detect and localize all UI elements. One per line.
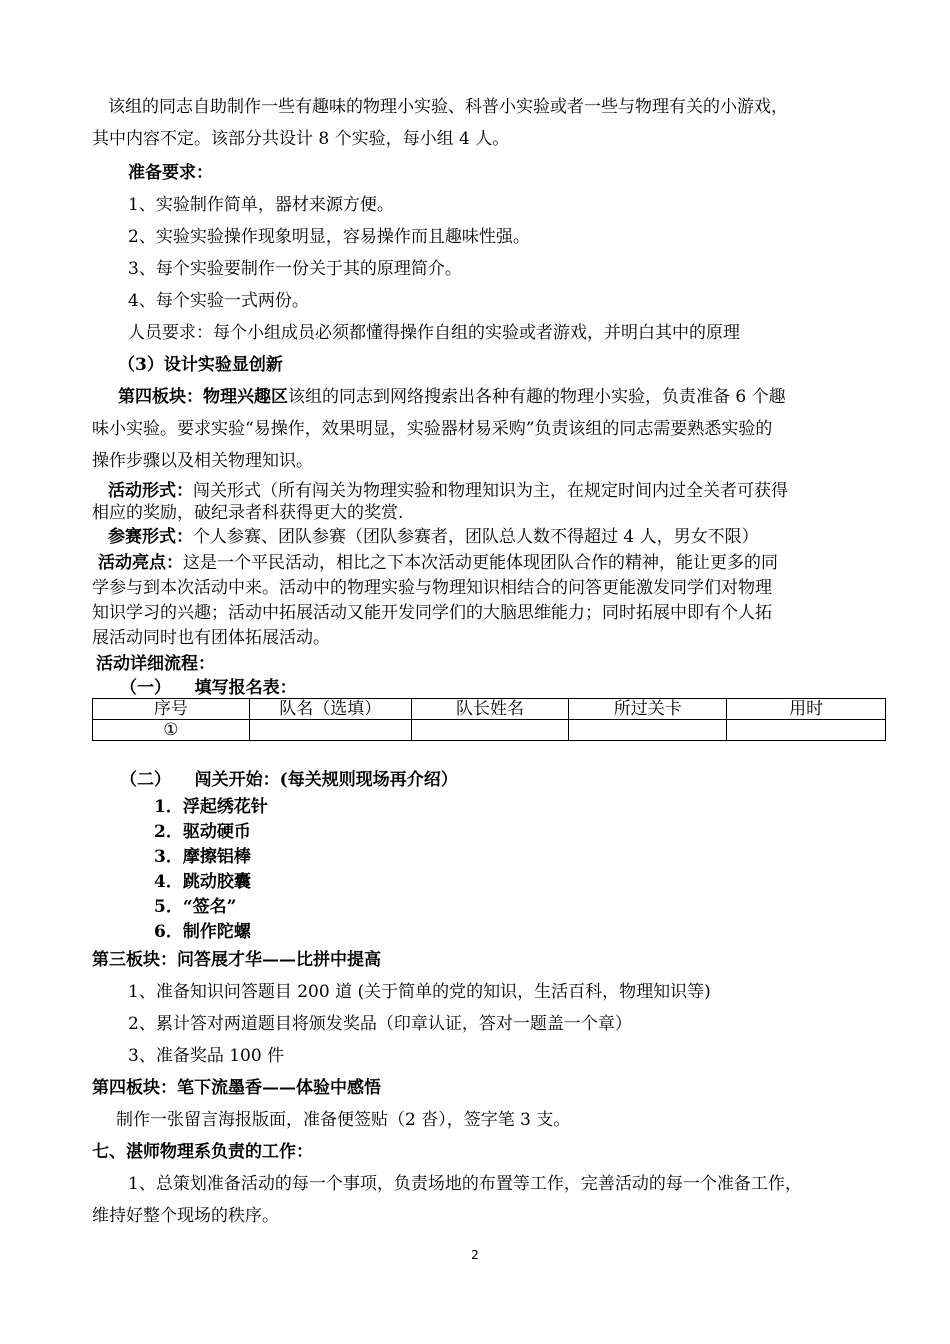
col-header-number: 序号 — [93, 699, 250, 720]
highlight-line-1 — [98, 553, 778, 573]
col-header-captain: 队长姓名 — [411, 699, 569, 720]
list-item: 4．跳动胶囊 — [154, 872, 251, 892]
intro-line-2: 其中内容不定。该部分共设计 8 个实验，每小组 4 人。 — [92, 129, 510, 149]
table-cell — [727, 720, 886, 741]
table-row — [93, 720, 886, 741]
section-7-heading: 七、湛师物理系负责的工作： — [92, 1142, 313, 1162]
section-7-line-1: 1、总策划准备活动的每一个事项，负责场地的布置等工作，完善活动的每一个准备工作， — [128, 1174, 802, 1194]
flow-step-1: （一） 填写报名表： — [120, 678, 297, 698]
col-header-team-name: 队名（选填） — [249, 699, 411, 720]
format-line-1 — [108, 481, 788, 501]
prep-item-2: 2、实验实验操作现象明显，容易操作而且趣味性强。 — [128, 227, 530, 247]
prep-heading: 准备要求： — [128, 163, 213, 183]
col-header-stages: 所过关卡 — [569, 699, 727, 720]
format-text-1: 闯关形式（所有闯关为物理实验和物理知识为主，在规定时间内过全关者可获得 — [193, 481, 788, 501]
block4-interest-text-1: 该组的同志到网络搜索出各种有趣的物理小实验，负责准备 6 个趣 — [288, 387, 786, 407]
block4-ink-text: 制作一张留言海报版面，准备便签贴（2 沓），签字笔 3 支。 — [116, 1110, 571, 1130]
block4-interest-line-2: 味小实验。要求实验“易操作，效果明显，实验器材易采购”负责该组的同志需要熟悉实验的 — [92, 419, 773, 439]
block3-heading: 第三板块：问答展才华——比拼中提高 — [92, 950, 381, 970]
highlight-line-3: 知识学习的兴趣；活动中拓展活动又能开发同学们的大脑思维能力；同时拓展中即有个人拓 — [92, 603, 772, 623]
table-cell — [569, 720, 727, 741]
table-cell — [411, 720, 569, 741]
flow-step-2: （二） 闯关开始：(每关规则现场再介绍） — [120, 770, 458, 790]
intro-line-1: 该组的同志自助制作一些有趣味的物理小实验、科普小实验或者一些与物理有关的小游戏， — [108, 97, 788, 117]
highlight-line-2: 学参与到本次活动中来。活动中的物理实验与物理知识相结合的问答更能激发同学们对物理 — [92, 578, 772, 598]
prep-item-4: 4、每个实验一式两份。 — [128, 291, 309, 311]
list-item: 2．驱动硬币 — [154, 822, 251, 842]
highlight-text-1: 这是一个平民活动，相比之下本次活动更能体现团队合作的精神，能让更多的同 — [183, 553, 778, 573]
format-line-2: 相应的奖励，破纪录者科获得更大的奖赏. — [92, 503, 404, 523]
list-item: 5．“签名” — [154, 897, 237, 917]
highlight-line-4: 展活动同时也有团体拓展活动。 — [92, 628, 330, 648]
block4-interest-line-3: 操作步骤以及相关物理知识。 — [92, 451, 313, 471]
format-label: 活动形式： — [108, 481, 193, 501]
block3-item-1: 1、准备知识问答题目 200 道 (关于简单的党的知识，生活百科，物理知识等) — [128, 982, 711, 1002]
block3-item-2: 2、累计答对两道题目将颁发奖品（印章认证，答对一题盖一个章） — [128, 1014, 632, 1034]
section-3-heading: （3）设计实验显创新 — [118, 355, 283, 375]
table-cell — [249, 720, 411, 741]
table-cell: ① — [93, 720, 250, 741]
table-header-row — [93, 699, 886, 720]
list-item: 3．摩擦铝棒 — [154, 847, 251, 867]
flow-heading: 活动详细流程： — [96, 654, 215, 674]
block4-interest-line-1 — [118, 387, 786, 407]
prep-item-1: 1、实验制作简单，器材来源方便。 — [128, 195, 394, 215]
participation-text: 个人参赛、团队参赛（团队参赛者，团队总人数不得超过 4 人，男女不限） — [193, 527, 759, 547]
participation-label: 参赛形式： — [108, 527, 193, 547]
block4-interest-label: 第四板块：物理兴趣区 — [118, 387, 288, 407]
section-7-line-2: 维持好整个现场的秩序。 — [92, 1206, 279, 1226]
block3-item-3: 3、准备奖品 100 件 — [128, 1046, 285, 1066]
list-item: 1．浮起绣花针 — [154, 797, 268, 817]
page-number: 2 — [471, 1248, 479, 1262]
list-item: 6．制作陀螺 — [154, 922, 251, 942]
prep-item-3: 3、每个实验要制作一份关于其的原理简介。 — [128, 259, 462, 279]
registration-table — [92, 698, 886, 741]
col-header-time: 用时 — [727, 699, 886, 720]
block4-ink-heading: 第四板块：笔下流墨香——体验中感悟 — [92, 1078, 381, 1098]
staff-requirement: 人员要求：每个小组成员必须都懂得操作自组的实验或者游戏，并明白其中的原理 — [128, 323, 740, 343]
participation-line — [108, 527, 759, 547]
highlight-label: 活动亮点： — [98, 553, 183, 573]
